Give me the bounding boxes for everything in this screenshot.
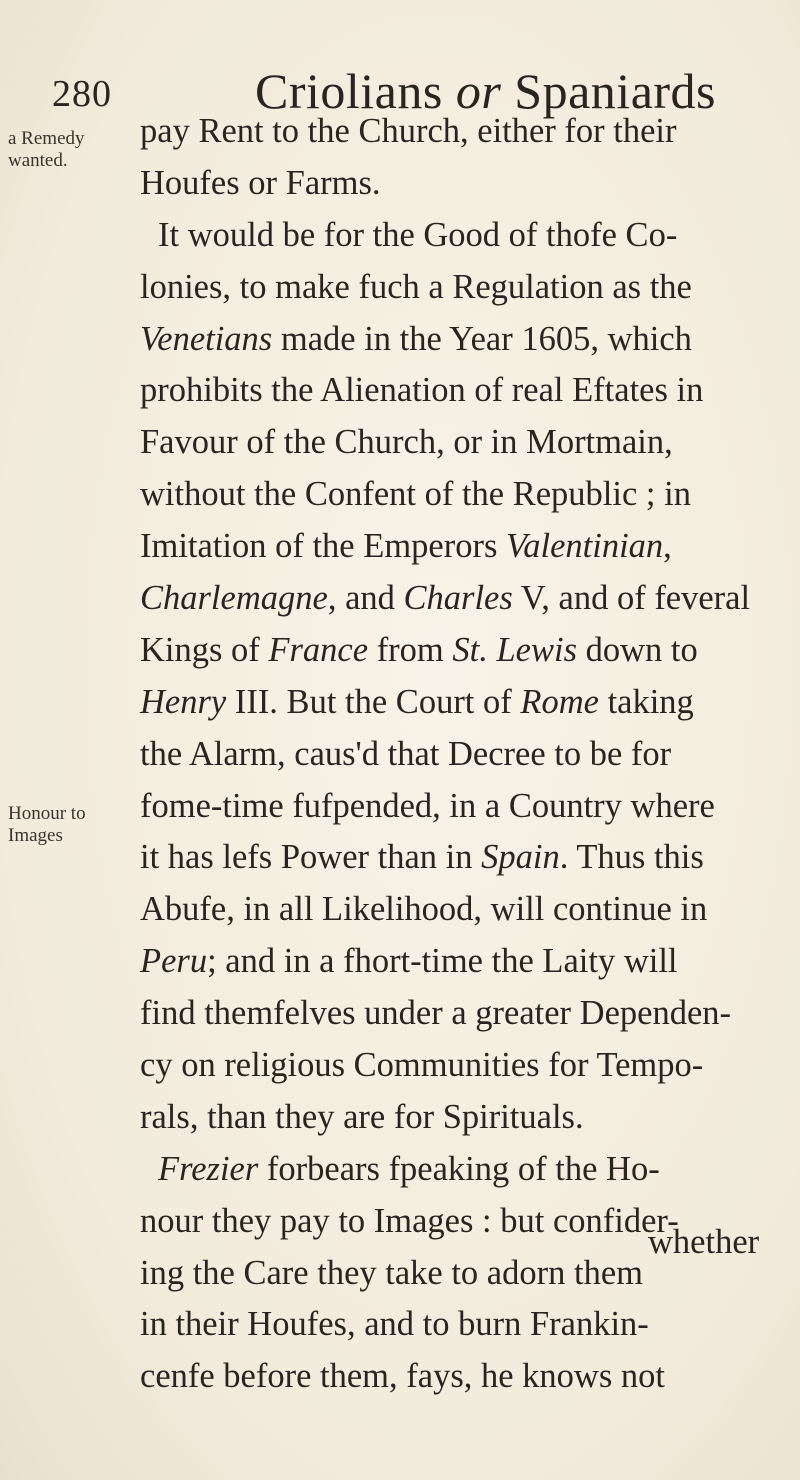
text-line <box>140 625 780 677</box>
text-line <box>140 1144 780 1196</box>
text-segment: ing the Care they take to adorn them <box>140 1253 643 1292</box>
text-segment: rals, than they are for Spirituals. <box>140 1097 584 1136</box>
text-segment: lonies, to make fuch a Regulation as the <box>140 267 692 306</box>
italic-segment: Venetians <box>140 319 273 358</box>
catchword: whether <box>648 1223 760 1261</box>
text-line <box>140 573 780 625</box>
text-segment: cenfe before them, fays, he knows not <box>140 1357 665 1396</box>
text-line <box>140 365 780 417</box>
text-line <box>140 781 780 833</box>
text-line <box>140 314 780 366</box>
text-line <box>140 832 780 884</box>
italic-segment: France <box>268 630 369 669</box>
text-segment: without the Confent of the Republic ; in <box>140 475 691 514</box>
text-segment: Imitation of the Emperors <box>140 527 506 566</box>
italic-segment: Charlemagne <box>140 579 328 618</box>
text-line <box>140 988 780 1040</box>
text-line <box>140 262 780 314</box>
text-line <box>140 158 780 210</box>
text-segment: Abufe, in all Likelihood, will continue in <box>140 890 708 929</box>
body-text <box>140 106 780 1403</box>
text-line <box>140 677 780 729</box>
italic-segment: Rome <box>520 682 599 721</box>
text-segment: taking <box>598 682 694 721</box>
running-head-part1: Criolians <box>255 63 443 119</box>
margin-note-remedy <box>8 128 128 172</box>
text-segment: prohibits the Alienation of real Eftates in <box>140 371 704 410</box>
text-segment: It would be for the Good of thofe Co- <box>158 215 678 254</box>
text-line <box>140 1299 780 1351</box>
text-line <box>140 936 780 988</box>
text-segment: Houfes or Farms. <box>140 163 381 202</box>
text-line <box>140 1040 780 1092</box>
italic-segment: Charles <box>403 579 513 618</box>
text-segment: cy on religious Communities for Tempo- <box>140 1046 704 1085</box>
italic-segment: Henry <box>140 682 227 721</box>
margin-note-line: Images <box>8 825 63 846</box>
text-segment: , <box>663 527 672 566</box>
text-line <box>140 521 780 573</box>
text-line <box>140 1351 780 1403</box>
text-segment: made in the Year 1605, which <box>272 319 692 358</box>
text-segment: fome-time fufpended, in a Country where <box>140 786 715 825</box>
margin-note-line: wanted. <box>8 150 68 171</box>
italic-segment: St. Lewis <box>452 630 577 669</box>
text-line <box>140 417 780 469</box>
page-number: 280 <box>52 73 112 115</box>
text-line <box>140 210 780 262</box>
text-line <box>140 729 780 781</box>
margin-note-honour <box>8 803 128 847</box>
text-segment: forbears fpeaking of the Ho- <box>258 1149 660 1188</box>
running-head-part2: Spaniards <box>514 63 716 119</box>
text-segment: Favour of the Church, or in Mortmain, <box>140 423 673 462</box>
text-segment: . Thus this <box>559 838 704 877</box>
text-segment: in their Houfes, and to burn Frankin- <box>140 1305 649 1344</box>
text-segment: down to <box>577 630 698 669</box>
margin-note-line: a Remedy <box>8 128 85 149</box>
text-line <box>140 106 780 158</box>
text-segment: nour they pay to Images : but confider- <box>140 1201 679 1240</box>
italic-segment: Spain <box>481 838 560 877</box>
italic-segment: Frezier <box>158 1149 259 1188</box>
text-segment: V, and of feveral <box>512 579 751 618</box>
running-head-or: or <box>455 63 502 119</box>
text-segment: the Alarm, caus'd that Decree to be for <box>140 734 672 773</box>
text-segment: Kings of <box>140 630 269 669</box>
text-segment: from <box>368 630 453 669</box>
text-line <box>140 1092 780 1144</box>
text-segment: pay Rent to the Church, either for their <box>140 112 677 150</box>
text-line <box>140 469 780 521</box>
text-segment: , and <box>327 579 404 618</box>
text-line <box>140 884 780 936</box>
text-segment: it has lefs Power than in <box>140 838 482 877</box>
margin-note-line: Honour to <box>8 803 86 824</box>
text-segment: find themfelves under a greater Dependen- <box>140 994 732 1033</box>
italic-segment: Peru <box>140 942 208 981</box>
italic-segment: Valentinian <box>506 527 664 566</box>
text-segment: ; and in a fhort-time the Laity will <box>207 942 678 981</box>
text-segment: III. But the Court of <box>226 682 521 721</box>
